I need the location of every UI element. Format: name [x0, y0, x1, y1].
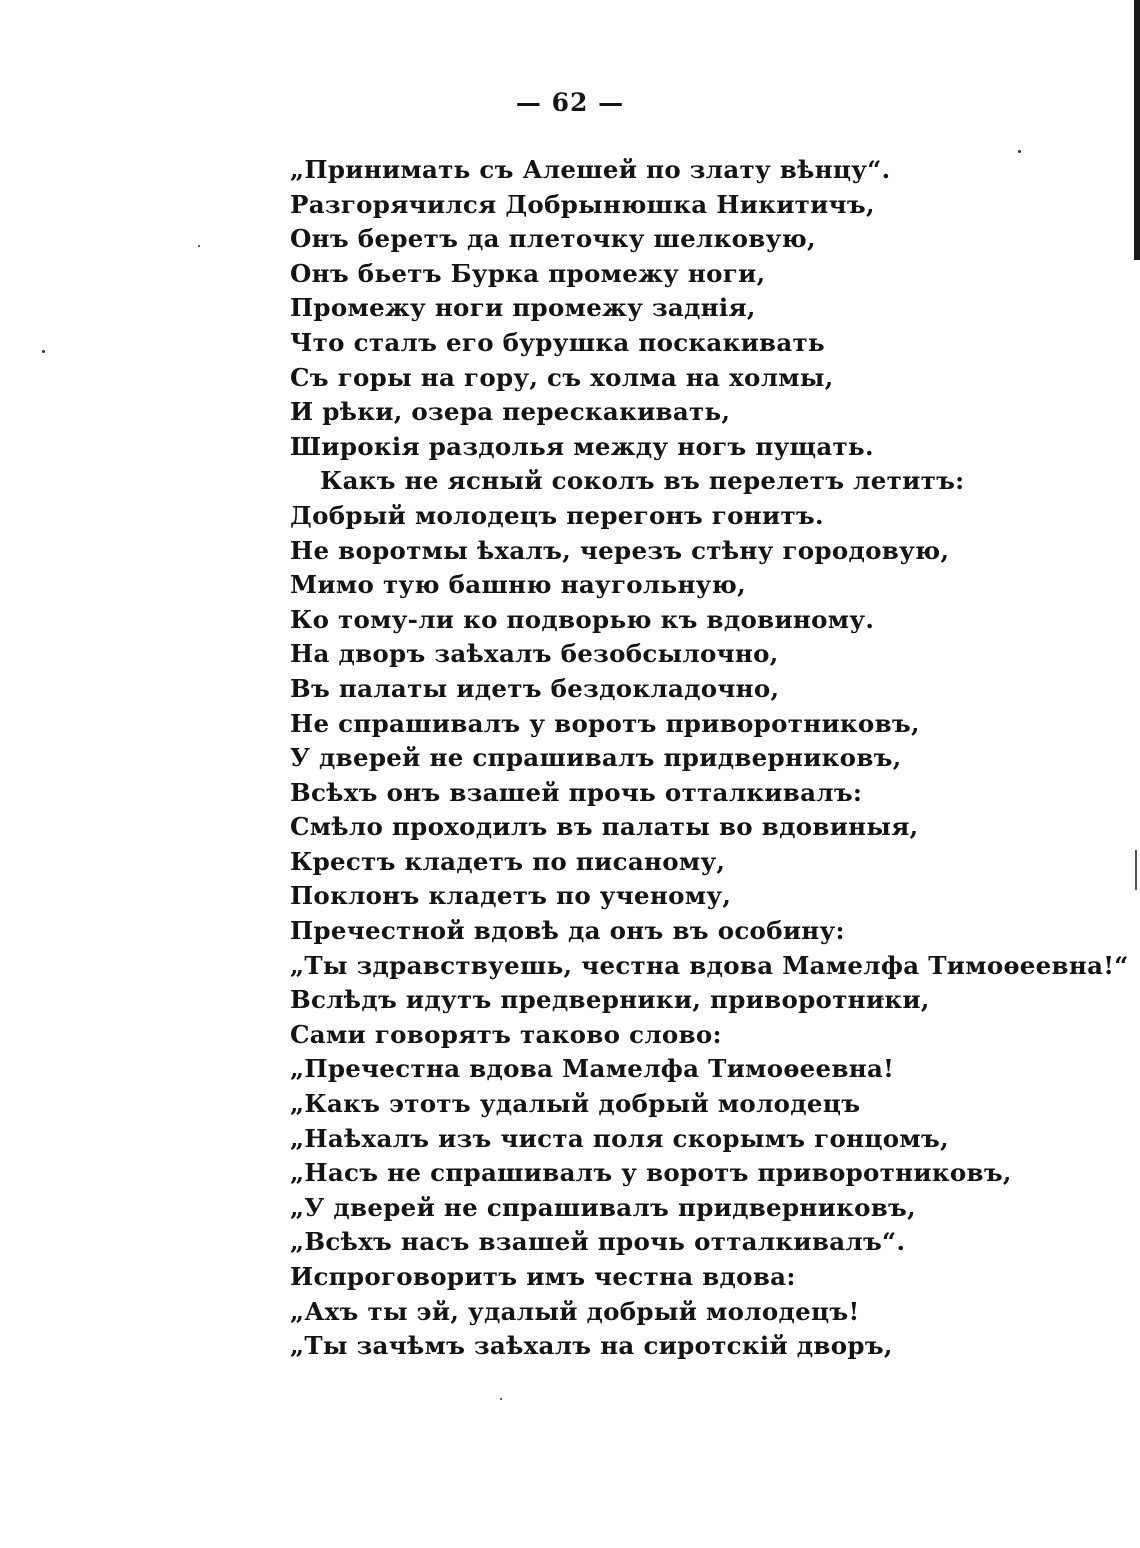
verse-line: Вслѣдъ идутъ предверники, приворотники, [290, 985, 930, 1015]
verse-line: На дворъ заѣхалъ безобсылочно, [290, 639, 779, 669]
page-edge-shadow [1134, 0, 1140, 260]
print-speck [42, 350, 45, 353]
verse-line: Въ палаты идетъ бездокладочно, [290, 673, 780, 703]
verse-line: „Принимать съ Алешей по злату вѣнцу“. [290, 155, 891, 184]
verse-line: Онъ бьетъ Бурка промежу ноги, [290, 258, 766, 288]
verse-line: „Всѣхъ насъ взашей прочь отталкивалъ“. [290, 1227, 906, 1257]
page-edge-mark [1135, 850, 1137, 890]
verse-line: Ко тому-ли ко подворью къ вдовиному. [290, 604, 875, 634]
verse-line: „Ты здравствуешь, честна вдова Мамелфа Тимоѳеевна!“ [290, 950, 1129, 980]
print-speck [198, 245, 200, 247]
poem-text [290, 153, 1129, 1364]
verse-line: Съ горы на гору, съ холма на холмы, [290, 362, 834, 392]
verse-line: „Какъ этотъ удалый добрый молодецъ [290, 1089, 861, 1119]
verse-line: Пречестной вдовѣ да онъ въ особину: [290, 916, 845, 946]
verse-line: „Ахъ ты эй, удалый добрый молодецъ! [290, 1296, 860, 1326]
verse-line: И рѣки, озера перескакивать, [290, 397, 731, 427]
verse-line: „Пречестна вдова Мамелфа Тимоѳеевна! [290, 1054, 895, 1084]
verse-line: Всѣхъ онъ взашей прочь отталкивалъ: [290, 777, 863, 807]
verse-line: Не воротмы ѣхалъ, черезъ стѣну городовую, [290, 535, 950, 565]
verse-line: Что сталъ его бурушка поскакивать [290, 327, 825, 357]
verse-line: Онъ беретъ да плеточку шелковую, [290, 224, 816, 254]
verse-line: Разгорячился Добрынюшка Никитичъ, [290, 189, 875, 219]
verse-line: Промежу ноги промежу заднія, [290, 293, 756, 323]
verse-line: Мимо тую башню наугольную, [290, 570, 746, 600]
verse-line: Широкія раздолья между ногъ пущать. [290, 431, 874, 461]
verse-line: Смѣло проходилъ въ палаты во вдовиныя, [290, 812, 919, 842]
verse-line: „Насъ не спрашивалъ у воротъ приворотниковъ, [290, 1158, 1012, 1188]
verse-line: Поклонъ кладетъ по ученому, [290, 881, 732, 911]
verse-line: Сами говорятъ таково слово: [290, 1019, 722, 1049]
page-number: — 62 — [515, 88, 625, 117]
verse-line: Добрый молодецъ перегонъ гонитъ. [290, 500, 824, 530]
verse-line: „Наѣхалъ изъ чиста поля скорымъ гонцомъ, [290, 1123, 949, 1153]
verse-line: Какъ не ясный соколъ въ перелетъ летитъ: [320, 466, 965, 496]
verse-line: У дверей не спрашивалъ придверниковъ, [290, 743, 902, 773]
print-speck [500, 1398, 502, 1400]
verse-line: „Ты зачѣмъ заѣхалъ на сиротскій дворъ, [290, 1331, 893, 1361]
verse-line: Крестъ кладетъ по писаному, [290, 846, 726, 876]
verse-line: Не спрашивалъ у воротъ приворотниковъ, [290, 708, 920, 738]
verse-line: „У дверей не спрашивалъ придверниковъ, [290, 1192, 916, 1222]
verse-line: Испроговоритъ имъ честна вдова: [290, 1262, 796, 1291]
